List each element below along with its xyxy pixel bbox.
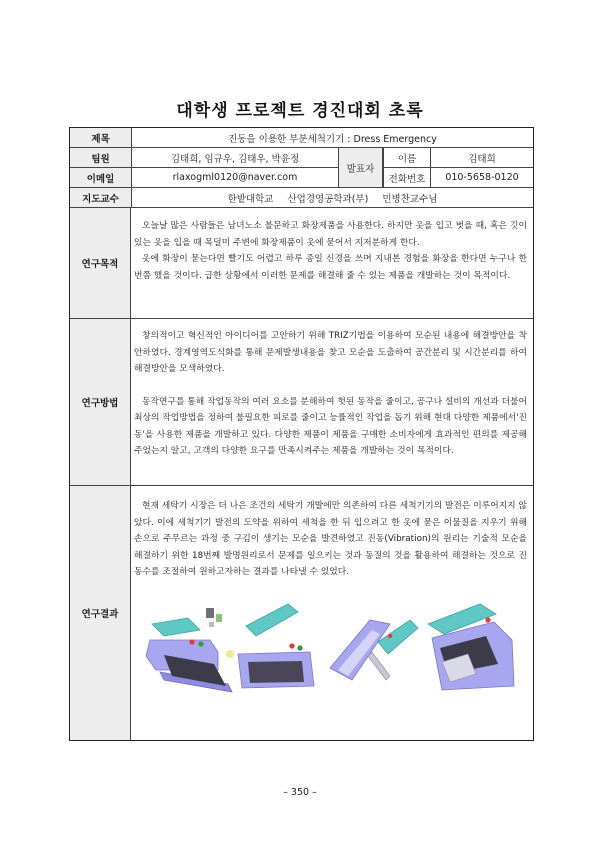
result-paragraph-1: 현재 세탁기 시장은 더 나은 조건의 세탁기 개발에만 의존하여 다른 세척기기의 발전은 이루어지지 않았다. 이에 세척기기 발전의 도약을 위하여 세척을 한 뒤 입으려고 한 옷에 묻은 이물질을 지우기 위해 손으로 주무르는 과정 중 구김이 생기는 모순을 발견하였고 진동(Vibration)의 원리는 기술적 모순을 해결하기 위한 18번째 발명원리로서 문제를 일으키는 것과 동질의 것을 활용하여 해결하는 것으로 진동수를 조절하여 원하고자하는 결과를 나타낼 수 있었다. [134,501,527,577]
method-label: 연구방법 [70,319,131,485]
result-section [70,486,533,740]
result-label: 연구결과 [70,486,131,740]
subject-label: 제목 [70,128,131,147]
team-label: 팀원 [70,148,131,168]
subject-value: 진동을 이용한 부분세척기기 : Dress Emergency [131,128,533,147]
email-label: 이메일 [70,168,131,187]
method-paragraph-2: 동작연구를 통해 작업동작의 여러 요소를 분해하여 헛된 동작을 줄이고, 공구나 설비의 개선과 더불어 최상의 작업방법을 정하여 불필요한 피로를 줄이고 능률적인 작업을 돕기 위해 현대 다양한 제품에서'진동'을 사용한 제품을 개발하고 있다. 다양한 제품이 제품을 구매한 소비자에게 효과적인 편의를 제공해 주었는지 알고, 고객의 다양한 요구를 만족시켜주는 제품을 개발하는 것이 목적이다. [134,396,527,456]
page-number: – 350 – [283,787,317,798]
advisor-dept: 산업경영공학과(부) [287,193,369,205]
name-value: 김태희 [430,148,533,168]
email-row [70,168,533,188]
page-title: 대학생 프로젝트 경진대회 초록 [176,101,424,121]
purpose-label: 연구목적 [70,208,131,318]
subject-row [70,128,533,148]
abstract-form [69,127,534,741]
method-section [70,319,533,486]
advisor-school: 한밭대학교 [227,193,274,205]
email-value: rlaxogml0120@naver.com [131,168,338,187]
name-label: 이름 [383,148,430,168]
advisor-label: 지도교수 [70,188,131,207]
team-value: 김태희, 임규우, 김태우, 박윤정 [131,148,338,168]
purpose-text [134,218,527,284]
purpose-section [70,208,533,319]
device-render-angled [330,620,418,680]
method-text [134,328,527,460]
phone-label: 전화번호 [383,168,430,187]
device-render-open-side [146,618,232,692]
device-render-lid-floating [226,604,314,688]
presenter-label: 발표자 [338,148,383,188]
purpose-paragraph-2: 옷에 화장이 묻는다면 빨기도 어렵고 하루 종일 신경을 쓰며 지내본 경험을 화장을 한다면 누구나 한번쯤 했을 것이다. 급한 상황에서 이러한 문제를 해결해 줄 수 있는 제품을 개발하는 것이 목적이다. [134,254,527,281]
advisor-value [131,188,533,207]
result-text [134,498,527,581]
method-paragraph-1: 창의적이고 혁신적인 아이디어를 고안하기 위해 TRIZ기법을 이용하여 모순된 내용에 해결방안을 착안하였다. 경계영역도식화를 통해 문제발생내용을 찾고 모순을 도출하여 공간분리 및 시간분리를 하여 해결방안을 모색하였다. [134,331,527,374]
phone-value: 010-5658-0120 [430,168,533,187]
purpose-paragraph-1: 오늘날 많은 사람들은 남녀노소 불문하고 화장제품을 사용한다. 하지만 옷을 입고 벗을 때, 혹은 깃이 있는 옷을 입을 때 목덜미 주변에 화장제품이 옷에 묻어서 지저분하게 한다. [134,221,527,248]
advisor-name: 민병찬교수님 [382,193,438,205]
component-parts [206,608,222,627]
team-row [70,148,533,168]
advisor-row [70,188,533,208]
device-render-with-cartridge [428,604,514,690]
product-renderings [142,600,526,694]
